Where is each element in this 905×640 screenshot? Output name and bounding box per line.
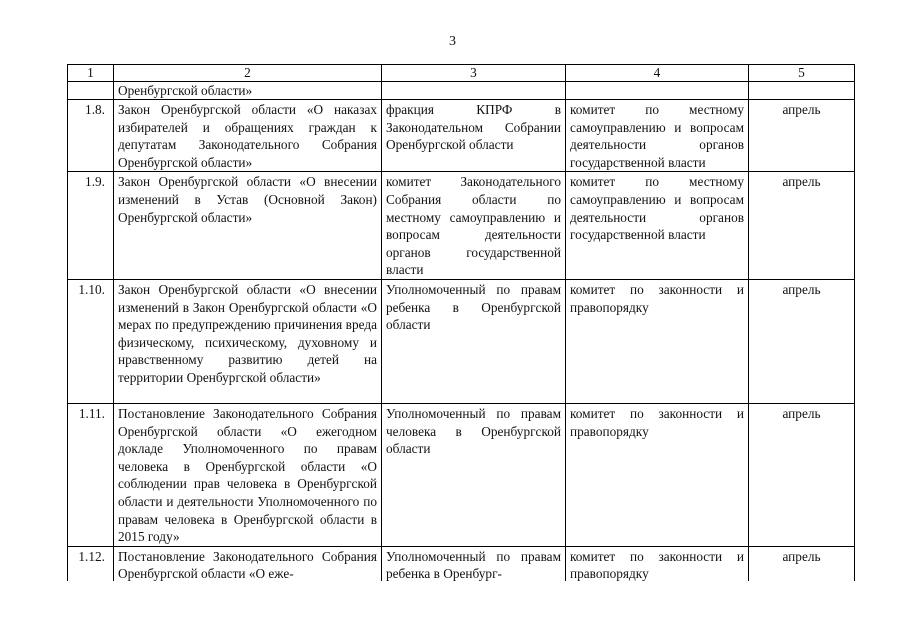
- table-header-row: [68, 65, 855, 82]
- column-header: 5: [749, 65, 855, 82]
- cell-initiator: фракция КПРФ в Законодательном Собрании Оренбургской области: [382, 100, 566, 172]
- cell-num: 1.8.: [68, 100, 114, 172]
- cell-initiator: [382, 82, 566, 100]
- plan-table: [67, 64, 855, 607]
- cell-committee: комитет по местному самоуправлению и вопросам деятельности органов государственной власти: [566, 172, 749, 280]
- cell-num: 1.9.: [68, 172, 114, 280]
- table-row: [68, 100, 855, 172]
- cell-title: Постановление Законодательного Собрания Оренбургской области «О еже-: [114, 546, 382, 606]
- cell-term: апрель: [749, 546, 855, 606]
- cell-committee: комитет по законности и правопорядку: [566, 403, 749, 546]
- cell-num: 1.10.: [68, 279, 114, 403]
- cell-committee: комитет по законности и правопорядку: [566, 279, 749, 403]
- cell-title: Закон Оренбургской области «О внесении изменений в Устав (Основной Закон) Оренбургской области»: [114, 172, 382, 280]
- cell-term: апрель: [749, 403, 855, 546]
- cell-term: апрель: [749, 172, 855, 280]
- column-header: 3: [382, 65, 566, 82]
- page-cutoff: [0, 581, 905, 640]
- cell-committee: комитет по местному самоуправлению и вопросам деятельности органов государственной власти: [566, 100, 749, 172]
- cell-num: 1.12.: [68, 546, 114, 606]
- table-row-continuation: [68, 82, 855, 100]
- cell-initiator: комитет Законодательного Собрания области по местному самоуправлению и вопросам деятельности органов государственной власти: [382, 172, 566, 280]
- cell-initiator: Уполномоченный по правам ребенка в Оренбург-: [382, 546, 566, 606]
- cell-term: апрель: [749, 279, 855, 403]
- table-row: [68, 279, 855, 403]
- table-row: [68, 172, 855, 280]
- cell-title: Оренбургской области»: [114, 82, 382, 100]
- page-number: 3: [449, 34, 456, 49]
- cell-term: апрель: [749, 100, 855, 172]
- cell-num: 1.11.: [68, 403, 114, 546]
- cell-term: [749, 82, 855, 100]
- column-header: 2: [114, 65, 382, 82]
- cell-committee: комитет по законности и правопорядку: [566, 546, 749, 606]
- column-header: 1: [68, 65, 114, 82]
- cell-initiator: Уполномоченный по правам человека в Оренбургской области: [382, 403, 566, 546]
- cell-title: Постановление Законодательного Собрания Оренбургской области «О ежегодном докладе Уполномоченного по правам человека в Оренбургской области «О соблюдении прав человека в Оренбургской области и деятельности Уполномоченного по правам человека в Оренбургской области в 2015 году»: [114, 403, 382, 546]
- table-row: [68, 403, 855, 546]
- cell-title: Закон Оренбургской области «О внесении изменений в Закон Оренбургской области «О мерах по предупреждению причинения вреда физическому, психическому, духовному и нравственному развитию детей на территории Оренбургской области»: [114, 279, 382, 403]
- cell-title: Закон Оренбургской области «О наказах избирателей и обращениях граждан к депутатам Законодательного Собрания Оренбургской области»: [114, 100, 382, 172]
- cell-initiator: Уполномоченный по правам ребенка в Оренбургской области: [382, 279, 566, 403]
- cell-committee: [566, 82, 749, 100]
- cell-num: [68, 82, 114, 100]
- column-header: 4: [566, 65, 749, 82]
